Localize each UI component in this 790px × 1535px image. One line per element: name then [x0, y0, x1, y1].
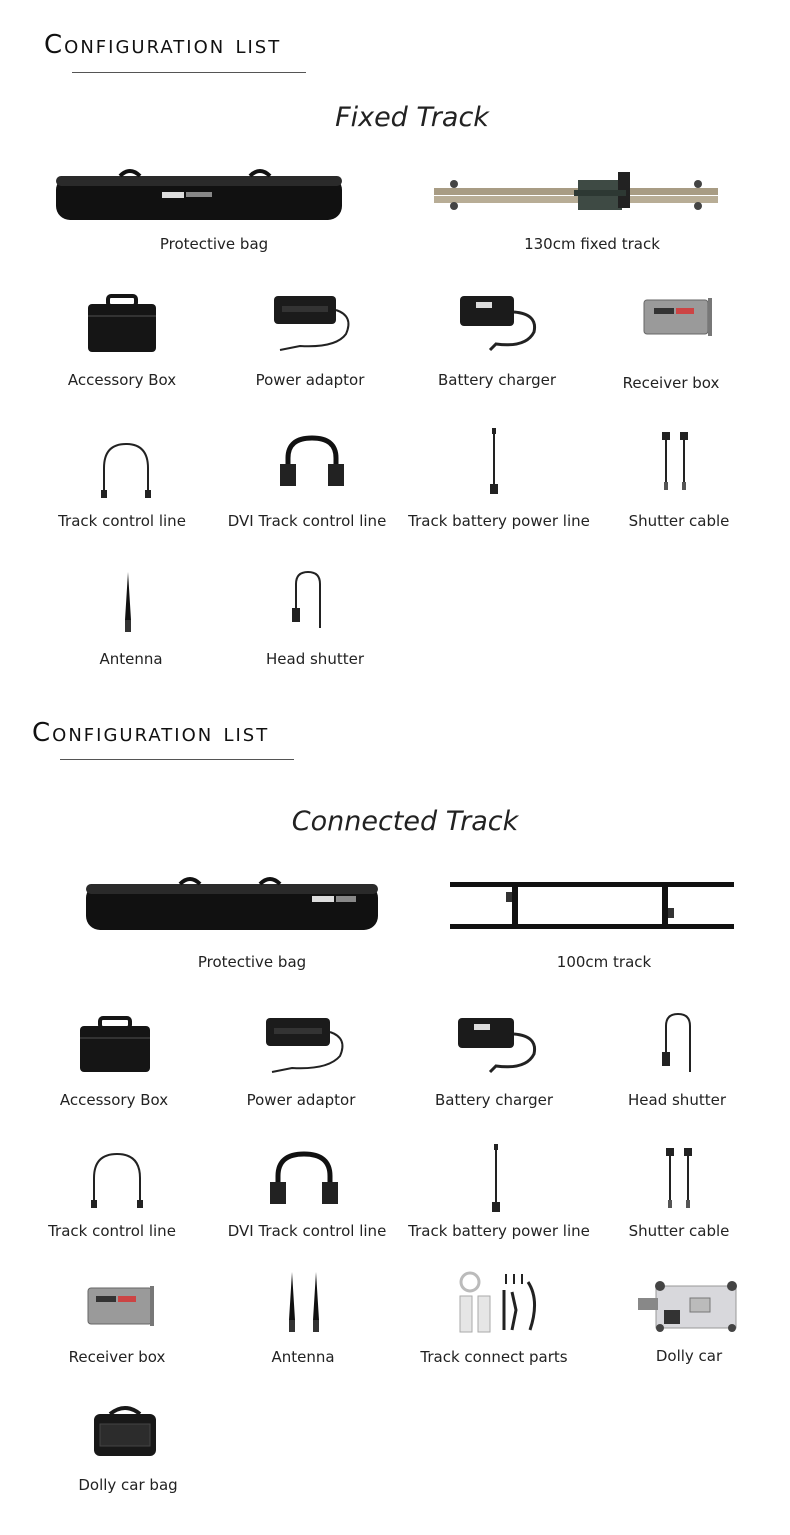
- product-image-head-shutter: [658, 1012, 698, 1076]
- product-image-track-control-line: [86, 1150, 148, 1210]
- item-label: Receiver box: [622, 374, 720, 392]
- product-image-power-adaptor: [270, 294, 356, 358]
- product-image-dolly-car: [634, 1276, 746, 1332]
- product-image-track-control-line: [96, 440, 156, 500]
- product-image-accessory-box: [78, 1016, 152, 1076]
- product-image-antenna: [120, 570, 136, 634]
- item-label: Protective bag: [159, 235, 269, 253]
- item-label: 130cm fixed track: [524, 235, 660, 253]
- product-image-dvi-track-control-line: [266, 1150, 342, 1208]
- product-image-power-adaptor: [262, 1016, 348, 1078]
- section-heading: Configuration list: [32, 718, 270, 748]
- item-label: Power adaptor: [255, 371, 365, 389]
- item-label: Shutter cable: [628, 512, 730, 530]
- item-label: Track control line: [58, 512, 186, 530]
- product-image-fixed-track: [428, 168, 724, 218]
- item-label: Shutter cable: [628, 1222, 730, 1240]
- item-label: Receiver box: [68, 1348, 166, 1366]
- product-image-head-shutter: [288, 570, 328, 632]
- item-label: Battery charger: [434, 1091, 554, 1109]
- product-image-dvi-track-control-line: [276, 434, 348, 490]
- item-label: DVI Track control line: [227, 512, 387, 530]
- product-image-shutter-cable: [660, 1144, 696, 1210]
- product-image-protective-bag: [80, 874, 384, 936]
- item-label: Track control line: [48, 1222, 176, 1240]
- product-image-accessory-box: [86, 294, 158, 356]
- product-image-track-battery-power-line: [486, 1144, 506, 1214]
- product-image-battery-charger: [454, 1016, 542, 1074]
- item-label: Accessory Box: [59, 1091, 169, 1109]
- product-image-track-connect-parts: [450, 1270, 546, 1336]
- product-image-100cm-track: [448, 878, 736, 934]
- item-label: DVI Track control line: [227, 1222, 387, 1240]
- heading-underline: [72, 72, 306, 73]
- product-image-dolly-car-bag: [90, 1402, 160, 1460]
- item-label: Dolly car: [655, 1347, 723, 1365]
- item-label: Protective bag: [197, 953, 307, 971]
- section-subtitle: Connected Track: [291, 806, 519, 837]
- section-heading: Configuration list: [44, 30, 282, 60]
- item-label: Dolly car bag: [78, 1476, 178, 1494]
- item-label: Power adaptor: [246, 1091, 356, 1109]
- item-label: Track connect parts: [420, 1348, 568, 1366]
- item-label: Antenna: [271, 1348, 335, 1366]
- product-image-track-battery-power-line: [484, 428, 504, 496]
- item-label: 100cm track: [556, 953, 652, 971]
- product-image-battery-charger: [456, 294, 542, 352]
- product-image-antenna: [282, 1270, 326, 1334]
- product-image-shutter-cable: [656, 428, 692, 492]
- item-label: Head shutter: [266, 650, 364, 668]
- item-label: Track battery power line: [408, 512, 590, 530]
- product-image-receiver-box: [640, 294, 718, 340]
- item-label: Antenna: [99, 650, 163, 668]
- item-label: Track battery power line: [408, 1222, 590, 1240]
- section-subtitle: Fixed Track: [335, 102, 489, 133]
- item-label: Head shutter: [628, 1091, 726, 1109]
- heading-underline: [60, 759, 294, 760]
- item-label: Battery charger: [437, 371, 557, 389]
- product-image-protective-bag: [50, 168, 350, 228]
- product-image-receiver-box: [84, 1282, 160, 1330]
- item-label: Accessory Box: [67, 371, 177, 389]
